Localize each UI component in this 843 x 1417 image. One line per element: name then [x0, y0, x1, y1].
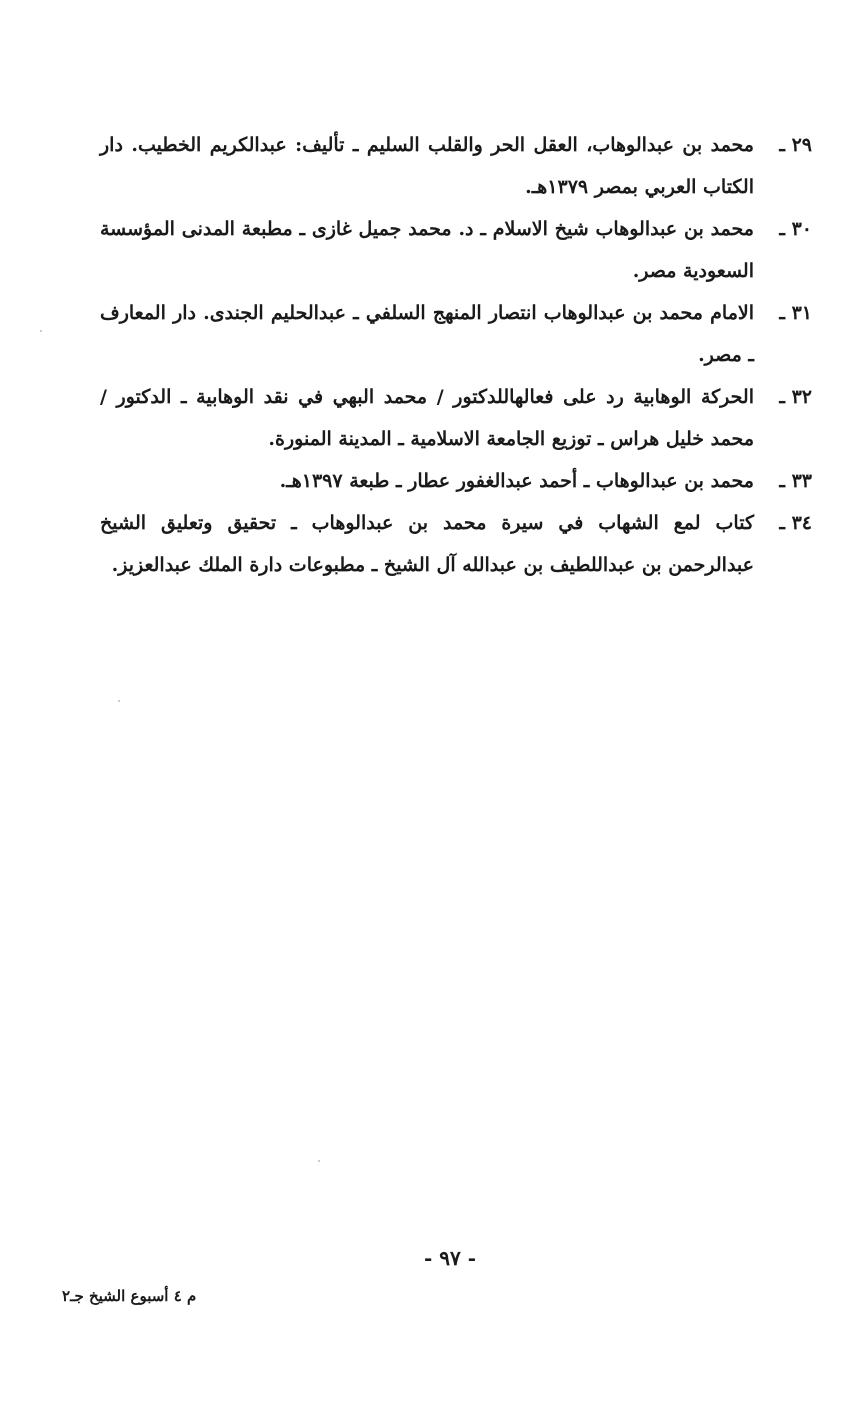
entry-number: ٢٩ ـ	[779, 134, 812, 156]
bibliography-entry-31	[100, 292, 812, 376]
page-number: - ٩٧ -	[423, 1246, 476, 1270]
entry-number: ٣١ ـ	[779, 302, 812, 324]
entry-text: الحركة الوهابية رد على فعالهاللدكتور / محمد البهي في نقد الوهابية ـ الدكتور / محمد خليل هراس ـ توزيع الجامعة الاسلامية ـ المدينة المنورة.	[100, 386, 754, 450]
entry-text: محمد بن عبدالوهاب، العقل الحر والقلب السليم ـ تأليف: عبدالكريم الخطيب. دار الكتاب العربي بمصر ١٣٧٩هـ.	[100, 134, 754, 198]
entry-number: ٣٤ ـ	[779, 512, 812, 534]
bibliography-entry-33	[100, 460, 812, 502]
bibliography-entry-32	[100, 376, 812, 460]
bibliography-entry-29	[100, 124, 812, 208]
bibliography-entry-30	[100, 208, 812, 292]
bibliography-list	[100, 124, 812, 586]
entry-text: محمد بن عبدالوهاب ـ أحمد عبدالغفور عطار ـ طبعة ١٣٩٧هـ.	[279, 470, 754, 492]
footer-signature: م ٤ أسبوع الشيخ جـ٢	[62, 1287, 197, 1305]
entry-number: ٣٢ ـ	[779, 386, 812, 408]
entry-number: ٣٠ ـ	[779, 218, 812, 240]
entry-number: ٣٣ ـ	[779, 470, 812, 492]
paper-speck	[118, 700, 120, 702]
bibliography-entry-34	[100, 502, 812, 586]
entry-text: الامام محمد بن عبدالوهاب انتصار المنهج السلفي ـ عبدالحليم الجندى. دار المعارف ـ مصر.	[100, 302, 754, 366]
entry-text: محمد بن عبدالوهاب شيخ الاسلام ـ د. محمد جميل غازى ـ مطبعة المدنى المؤسسة السعودية مصر.	[100, 218, 754, 282]
entry-text: كتاب لمع الشهاب في سيرة محمد بن عبدالوهاب ـ تحقيق وتعليق الشيخ عبدالرحمن بن عبداللطيف بن عبدالله آل الشيخ ـ مطبوعات دارة الملك عبدالعزيز.	[100, 512, 754, 576]
paper-speck	[318, 1160, 320, 1162]
paper-speck	[40, 330, 42, 332]
